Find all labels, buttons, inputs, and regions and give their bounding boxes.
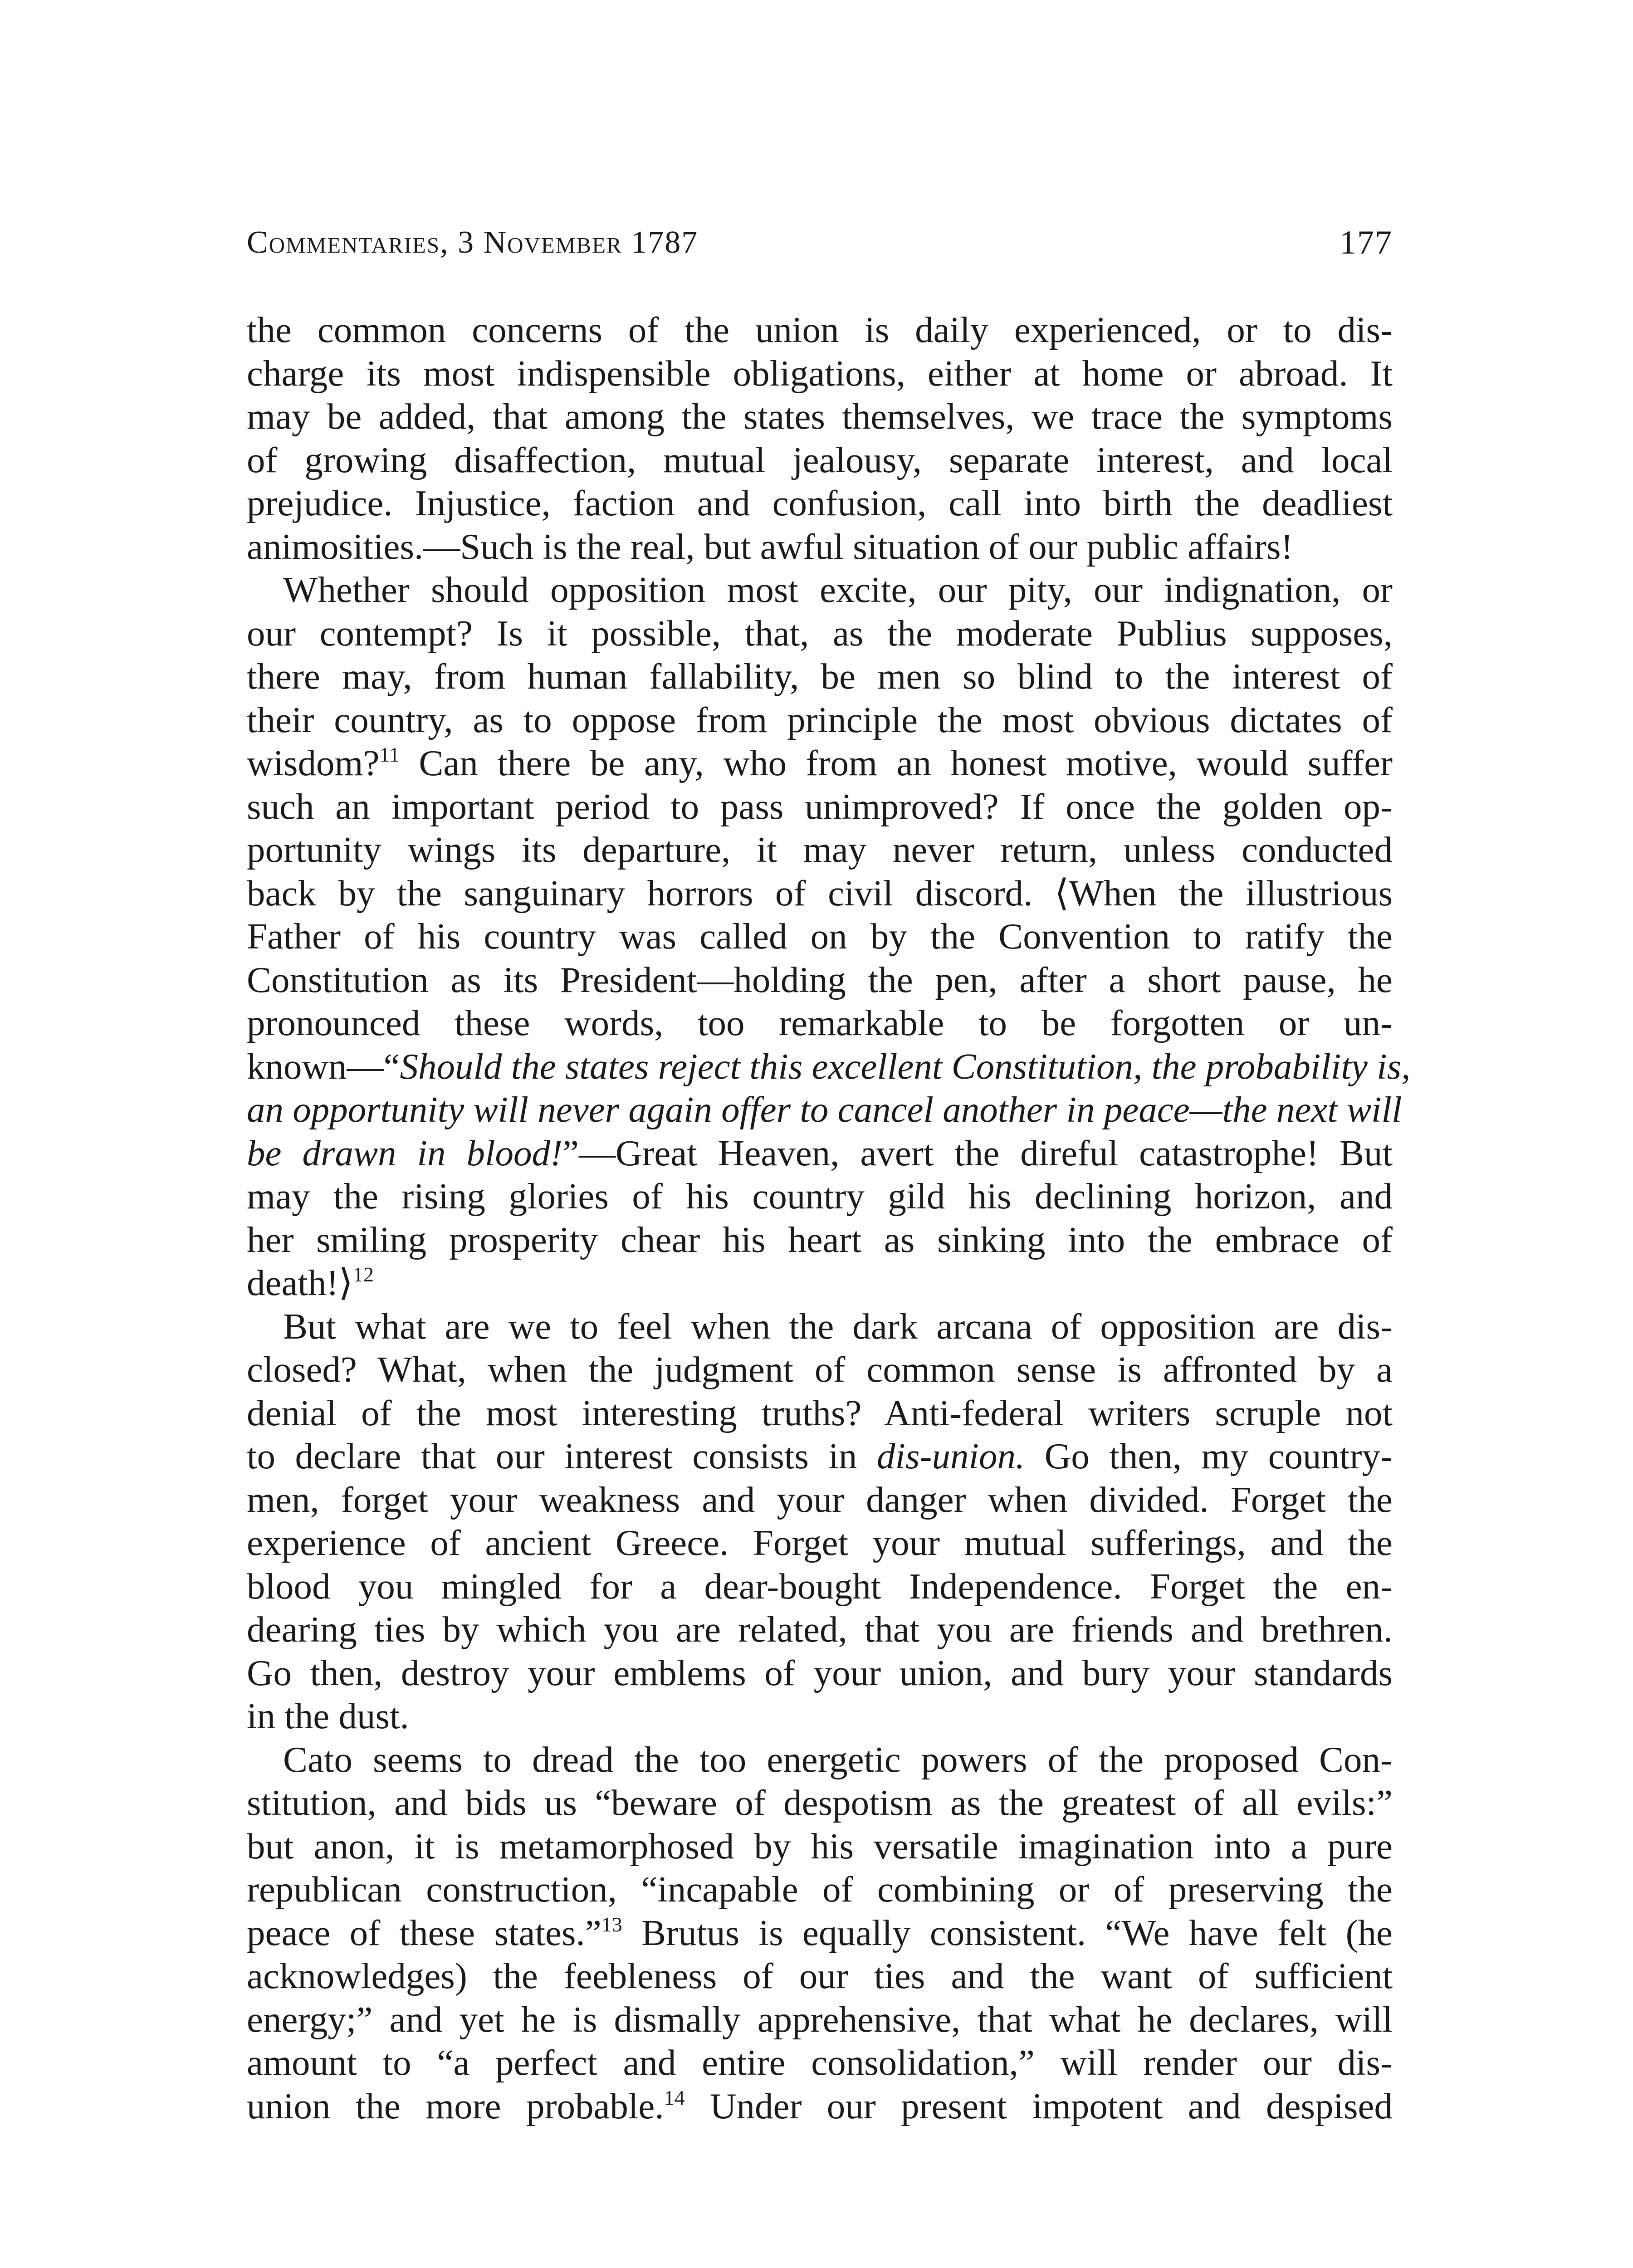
text-line: portunity wings its departure, it may never return, unless conducted (247, 829, 1393, 870)
text-line: experience of ancient Greece. Forget your mutual sufferings, and the (247, 1522, 1393, 1563)
text-line: our contempt? Is it possible, that, as the moderate Publius supposes, (247, 612, 1393, 654)
text-line: prejudice. Injustice, faction and confusion, call into birth the deadliest (247, 483, 1393, 523)
text-line: stitution, and bids us “beware of despotism as the greatest of all evils:” (247, 1782, 1393, 1823)
text-line: republican construction, “incapable of combining or of preserving the (247, 1869, 1393, 1910)
text-segment: Go then, my country- (1025, 1436, 1393, 1476)
text-line: animosities.—Such is the real, but awful situation of our public affairs! (247, 526, 1293, 567)
footnote-ref: 14 (664, 2086, 685, 2109)
text-line (247, 1435, 1393, 1478)
text-segment: death!⟩ (247, 1262, 353, 1303)
footnote-ref: 11 (379, 743, 400, 766)
italic-term: dis-union. (876, 1436, 1025, 1476)
text-line: amount to “a perfect and entire consolidation,” will render our dis- (247, 2042, 1393, 2083)
text-segment: wisdom? (247, 743, 380, 783)
text-segment: Can there be any, who from an honest motive, would suffer (399, 743, 1393, 783)
text-line: charge its most indispensible obligations, either at home or abroad. It (247, 352, 1393, 394)
running-title: Commentaries, 3 November 1787 (247, 225, 699, 260)
footnote-ref: 12 (352, 1263, 374, 1286)
text-line: blood you mingled for a dear-bought Independence. Forget the en- (247, 1565, 1393, 1607)
text-line: their country, as to oppose from principle the most obvious dictates of (247, 699, 1393, 740)
text-line: dearing ties by which you are related, that you are friends and brethren. (247, 1609, 1393, 1650)
italic-quote: Should the states reject this excellent Constitution, the probability is, (400, 1046, 1411, 1087)
text-line (247, 1911, 1393, 1955)
text-line: may the rising glories of his country gild his declining horizon, and (247, 1176, 1393, 1217)
text-line: energy;” and yet he is dismally apprehensive, that what he declares, will (247, 1999, 1393, 2040)
text-line: of growing disaffection, mutual jealousy, separate interest, and local (247, 439, 1393, 480)
text-line (247, 1261, 1393, 1305)
text-line (247, 1132, 1393, 1175)
text-segment: peace of these states.” (247, 1912, 601, 1953)
text-line (247, 2085, 1393, 2128)
text-line: Cato seems to dread the too energetic powers of the proposed Con- (283, 1739, 1393, 1780)
text-segment: known—“ (247, 1046, 400, 1087)
text-line: her smiling prosperity chear his heart as sinking into the embrace of (247, 1219, 1393, 1260)
text-segment: Under our present impotent and despised (684, 2085, 1393, 2126)
text-segment: union the more probable. (247, 2085, 664, 2126)
text-line: may be added, that among the states themselves, we trace the symptoms (247, 396, 1393, 437)
text-line: Go then, destroy your emblems of your union, and bury your standards (247, 1652, 1393, 1693)
page-number: 177 (1340, 224, 1393, 261)
text-line (247, 1045, 1411, 1089)
text-line: the common concerns of the union is daily experienced, or to dis- (247, 309, 1393, 350)
text-line: denial of the most interesting truths? Anti-federal writers scruple not (247, 1392, 1393, 1433)
text-line: back by the sanguinary horrors of civil discord. ⟨When the illustrious (247, 872, 1393, 914)
text-segment: Brutus is equally consistent. “We have felt (he (622, 1912, 1393, 1953)
text-line: Father of his country was called on by the Convention to ratify the (247, 916, 1393, 957)
text-segment: to declare that our interest consists in (247, 1436, 877, 1476)
text-line: Constitution as its President—holding the pen, after a short pause, he (247, 959, 1393, 1000)
footnote-ref: 13 (601, 1912, 622, 1936)
italic-quote: be drawn in blood! (247, 1132, 562, 1173)
text-line (247, 1088, 1402, 1132)
text-line: closed? What, when the judgment of common sense is affronted by a (247, 1349, 1393, 1390)
text-line: but anon, it is metamorphosed by his versatile imagination into a pure (247, 1825, 1393, 1867)
text-line: acknowledges) the feebleness of our ties and the want of sufficient (247, 1955, 1393, 1996)
italic-quote: an opportunity will never again offer to cancel another in peace—the next will (247, 1089, 1402, 1130)
text-line: in the dust. (247, 1696, 409, 1736)
text-line: there may, from human fallability, be men so blind to the interest of (247, 656, 1393, 697)
text-segment: ”—Great Heaven, avert the direful catastrophe! But (562, 1132, 1393, 1173)
body-text (247, 308, 1411, 2128)
running-head (247, 220, 1393, 265)
text-line: such an important period to pass unimproved? If once the golden op- (247, 786, 1393, 827)
text-line: Whether should opposition most excite, our pity, our indignation, or (283, 569, 1393, 610)
text-line: pronounced these words, too remarkable to be forgotten or un- (247, 1002, 1393, 1043)
text-line (247, 742, 1393, 785)
text-line: But what are we to feel when the dark arcana of opposition are dis- (283, 1305, 1393, 1347)
text-line: men, forget your weakness and your danger when divided. Forget the (247, 1479, 1393, 1520)
